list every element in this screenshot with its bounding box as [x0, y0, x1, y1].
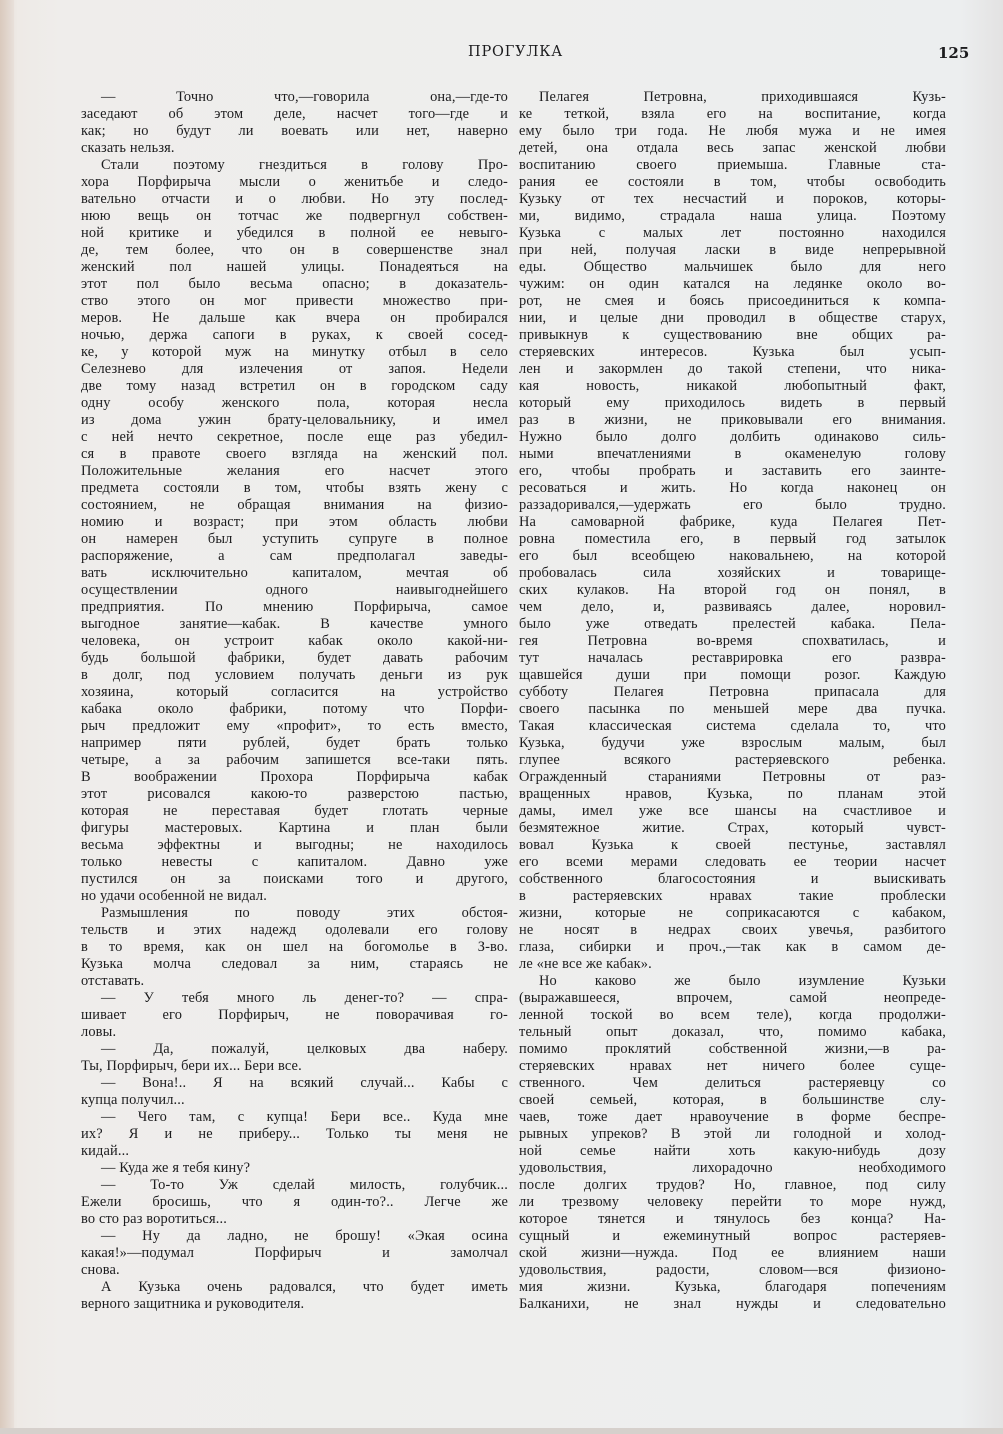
text-line: А Кузька очень радовался, что будет иметь [101, 1279, 508, 1295]
text-line: которая не переставая будет глотать черные [81, 803, 508, 819]
text-line: привыкнув к существованию вне общих ра- [519, 327, 946, 343]
text-line: меров. Не дальше как вчера он пробирался [81, 310, 508, 326]
text-line: которое тянется и тянулось без конца? На- [519, 1211, 946, 1227]
text-line: какая!»—подумал Порфирыч и замолчал [81, 1245, 508, 1261]
text-line: весьма эффектны и выгодны; не находилось [81, 837, 508, 853]
text-line: своего пасынка по меньшей мере два пучка. [519, 701, 946, 717]
text-line: ле «не все же кабак». [519, 956, 652, 972]
text-line: — Чего там, с купца! Бери все.. Куда мне [101, 1109, 508, 1125]
text-line: в растеряевских нравах такие проблески [519, 888, 946, 904]
text-line: было уже отведать прелестей кабака. Пела- [519, 616, 946, 632]
text-line: в то время, как он шел на богомолье в З-во. [81, 939, 508, 955]
text-line: глаза, сибирки и проч.,—так как в самом де- [519, 939, 946, 955]
text-line: мия жизни. Кузька, благодаря попечениям [519, 1279, 946, 1295]
text-line: удовольствия, радости, словом—вся физионо- [519, 1262, 946, 1278]
text-line: как; но будут ли воевать или нет, наверно [81, 123, 508, 139]
text-line: во сто раз воротиться... [81, 1211, 227, 1227]
text-line: номию и возраст; при этом область любви [81, 514, 508, 530]
text-line: этот рисовался какою-то разверстою пастью, [81, 786, 508, 802]
text-line: раззадоривался,—удержать его было трудно. [519, 497, 946, 513]
text-line: Ты, Порфирыч, бери их... Бери все. [81, 1058, 302, 1074]
text-line: щавшейся души при помощи розог. Каждую [519, 667, 946, 683]
text-line: рывных упреков? В этой ли голодной и холод- [519, 1126, 946, 1142]
text-line: Кузька, будучи уже взрослым малым, был [519, 735, 946, 751]
text-line: раз в жизни, не приковывали его внимания. [519, 412, 946, 428]
text-line: не носят в недрах своих увечья, разбитого [519, 922, 946, 938]
text-line: Размышления по поводу этих обстоя- [101, 905, 508, 921]
text-line: дамы, имел уже все шансы на счастливое и [519, 803, 946, 819]
text-line: ной семье найти хоть какую-нибудь дозу [519, 1143, 946, 1159]
text-line: гея Петровна во-время спохватилась, и [519, 633, 946, 649]
text-line: удовольствия, лихорадочно необходимого [519, 1160, 946, 1176]
text-line: рыч предложит ему «профит», то есть вместо, [81, 718, 508, 734]
text-line: (выражавшееся, впрочем, самой неопреде- [519, 990, 946, 1006]
text-line: при ней, получая ласки в виде непрерывной [519, 242, 946, 258]
text-line: вовал Кузька к своей пестунье, заставлял [519, 837, 946, 853]
text-line: ленной тоской во всем теле), когда продолжи- [519, 1007, 946, 1023]
text-line: собственного благосостояния и выискивать [519, 871, 946, 887]
text-line: Пелагея Петровна, приходившаяся Кузь- [539, 89, 946, 105]
text-line: ственного. Чем делиться растеряевцу со [519, 1075, 946, 1091]
text-line: хозяина, который согласится на устройство [81, 684, 508, 700]
text-line: верного защитника и руководителя. [81, 1296, 305, 1312]
text-line: предмета состояли в том, чтобы взять жену с [81, 480, 508, 496]
text-line: кая новость, никакой любопытный факт, [519, 378, 946, 394]
text-line: своей семьей, которая, в большинстве слу- [519, 1092, 946, 1108]
text-line: На самоварной фабрике, куда Пелагея Пет- [519, 514, 946, 530]
text-line: рот, не смея и боясь присоединиться к компа- [519, 293, 946, 309]
text-line: его был всеобщею наковальнею, на которой [519, 548, 946, 564]
text-line: выгодное занятие—кабак. В качестве умного [81, 616, 508, 632]
text-line: только невесты с капиталом. Давно уже [81, 854, 508, 870]
text-column-left [81, 89, 508, 1313]
text-line: этот пол было весьма опасно; в доказатель- [81, 276, 508, 292]
text-line: глупее всякого растеряевского ребенка. [519, 752, 946, 768]
text-line: Стали поэтому гнездиться в голову Про- [101, 157, 508, 173]
text-line: ке, у которой муж на минутку отбыл в село [81, 344, 508, 360]
page-edge-shadow [0, 0, 14, 1434]
text-line: кидай... [81, 1143, 130, 1159]
text-line: — У тебя много ль денег-то? — спра- [101, 990, 508, 1006]
text-line: ресоваться и жить. Но когда наконец он [519, 480, 946, 496]
text-line: тельств и этих надежд одолевали его голову [81, 922, 508, 938]
text-line: из дома ужин брату-целовальнику, и имел [81, 412, 508, 428]
text-line: состоянием, не обращая внимания на физио- [81, 497, 508, 513]
text-line: ли трезвому человеку перейти то море нужд, [519, 1194, 946, 1210]
text-line: ему было три года. Не любя мужа и не имея [519, 123, 946, 139]
text-line: его всеми мерами следовать ее теории насчет [519, 854, 946, 870]
text-line: две тому назад встретил он в городском саду [81, 378, 508, 394]
text-line: ровна поместила его, в первый год затылок [519, 531, 946, 547]
text-line: сущный и ежеминутный вопрос растеряев- [519, 1228, 946, 1244]
page-number: 125 [938, 44, 970, 62]
text-line: который ему приходилось видеть в первый [519, 395, 946, 411]
text-line: чужим: он один катался на ледянке около во- [519, 276, 946, 292]
text-line: стеряевских интересов. Кузька был усып- [519, 344, 946, 360]
text-line: он намерен был уступить супруге в полное [81, 531, 508, 547]
text-line: женский пол нашей улицы. Понадеяться на [81, 259, 508, 275]
text-line: Кузьку от тех несчастий и пороков, которы- [519, 191, 946, 207]
text-line: но удачи особенной не видал. [81, 888, 268, 904]
text-line: тут началась реставрировка его развра- [519, 650, 946, 666]
text-line: одну особу женского пола, которая несла [81, 395, 508, 411]
text-line: ными впечатлениями в окаменелую голову [519, 446, 946, 462]
text-line: нии, и целые дни проводил в обществе старух, [519, 310, 946, 326]
text-line: снова. [81, 1262, 120, 1278]
text-line: Огражденный стараниями Петровны от раз- [519, 769, 946, 785]
text-line: чем дело, и, развиваясь далее, норовил- [519, 599, 946, 615]
text-line: Такая классическая система сделала то, что [519, 718, 946, 734]
text-line: четыре, а за рабочим запишется все-таки пять. [81, 752, 508, 768]
text-line: их? Я и не приберу... Только ты меня не [81, 1126, 508, 1142]
text-line: заседают об этом деле, насчет того—где и [81, 106, 508, 122]
text-line: — Ну да ладно, не брошу! «Экая осина [101, 1228, 508, 1244]
text-line: ми, видимо, страдала наша улица. Поэтому [519, 208, 946, 224]
text-line: предприятия. По мнению Порфирыча, самое [81, 599, 508, 615]
text-line: стеряевских нравах нет ничего более суще- [519, 1058, 946, 1074]
text-line: вательно отчасти и о любви. Но эту послед- [81, 191, 508, 207]
text-line: в долг, под условием получать деньги из рук [81, 667, 508, 683]
text-line: вращенных нравов, Кузька, по планам этой [519, 786, 946, 802]
running-title: ПРОГУЛКА [468, 44, 564, 60]
text-line: — Да, пожалуй, целковых два наберу. [101, 1041, 508, 1057]
text-line: ской жизни—нужда. Под ее влиянием наши [519, 1245, 946, 1261]
text-line: ке теткой, взяла его на воспитание, когда [519, 106, 946, 122]
text-line: шивает его Порфирыч, не поворачивая го- [81, 1007, 508, 1023]
text-line: детей, она отдала весь запас женской любви [519, 140, 946, 156]
text-line: Но каково же было изумление Кузьки [539, 973, 946, 989]
text-line: ной критике и убедился в полной ее невыго- [81, 225, 508, 241]
text-line: будь большой фабрики, будет давать рабочим [81, 650, 508, 666]
text-line: нюю вещь он тотчас же подвергнул собствен- [81, 208, 508, 224]
text-line: — Вона!.. Я на всякий случай... Кабы с [101, 1075, 508, 1091]
text-line: фигуры мастеровых. Картина и план были [81, 820, 508, 836]
text-line: чаев, тоже дает нравоучение в форме беспре- [519, 1109, 946, 1125]
page-bottom-edge [0, 1428, 1003, 1434]
text-column-right [519, 89, 946, 1313]
text-line: — Куда же я тебя кину? [101, 1160, 251, 1176]
text-line: лен и закормлен до такой степени, что ника- [519, 361, 946, 377]
text-line: ся в правоте своего взгляда на женский пол. [81, 446, 508, 462]
text-line: например пяти рублей, будет брать только [81, 735, 508, 751]
text-line: безмятежное житие. Страх, который чувст- [519, 820, 946, 836]
text-line: кабака около фабрики, потому что Порфи- [81, 701, 508, 717]
text-line: его, чтобы пробрать и заставить его заинте- [519, 463, 946, 479]
text-line: еды. Общество мальчишек было для него [519, 259, 946, 275]
text-line: вать исключительно капиталом, мечтая об [81, 565, 508, 581]
text-line: помимо проклятий собственной жизни,—в ра- [519, 1041, 946, 1057]
text-line: пустился он за поисками того и другого, [81, 871, 508, 887]
text-line: Кузька с малых лет постоянно находился [519, 225, 946, 241]
text-line: де, тем более, что он в совершенстве знал [81, 242, 508, 258]
text-line: купца получил... [81, 1092, 185, 1108]
text-line: — То-то Уж сделай милость, голубчик... [101, 1177, 508, 1193]
text-line: Балканихи, не знал нужды и следовательно [519, 1296, 946, 1312]
text-line: ских кулаков. На второй год он понял, в [519, 582, 946, 598]
text-line: жизни, которые не соприкасаются с кабаком, [519, 905, 946, 921]
text-line: Селезнево для излечения от запоя. Недели [81, 361, 508, 377]
text-line: субботу Пелагея Петровна припасала для [519, 684, 946, 700]
text-line: с ней нечто секретное, после еще раз убедил- [81, 429, 508, 445]
page-header [0, 44, 1003, 68]
text-line: тельный опыт доказал, что, помимо кабака, [519, 1024, 946, 1040]
text-line: сказать нельзя. [81, 140, 175, 156]
text-line: Нужно было долго долбить одинаково силь- [519, 429, 946, 445]
text-line: ловы. [81, 1024, 117, 1040]
text-line: Кузька молча следовал за ним, стараясь не [81, 956, 508, 972]
text-line: ство этого он мог привести множество при- [81, 293, 508, 309]
text-line: хора Порфирыча мысли о женитьбе и следо- [81, 174, 508, 190]
text-line: Ежели бросишь, что я один-то?.. Легче же [81, 1194, 508, 1210]
text-line: отставать. [81, 973, 145, 989]
text-line: человека, он устроит кабак около какой-ни- [81, 633, 508, 649]
text-line: осуществлении одного наивыгоднейшего [81, 582, 508, 598]
text-line: ночью, держа сапоги в руках, к своей сосед- [81, 327, 508, 343]
text-line: Положительные желания его насчет этого [81, 463, 508, 479]
text-line: после долгих трудов? Но, главное, под силу [519, 1177, 946, 1193]
text-line: распоряжение, а сам предполагал заведы- [81, 548, 508, 564]
text-line: рания ее состояли в том, чтобы освободить [519, 174, 946, 190]
text-line: пробовалась сила хозяйских и товарище- [519, 565, 946, 581]
text-line: воспитанию своего приемыша. Главные ста- [519, 157, 946, 173]
text-line: В воображении Прохора Порфирыча кабак [81, 769, 508, 785]
text-line: — Точно что,—говорила она,—где-то [101, 89, 508, 105]
